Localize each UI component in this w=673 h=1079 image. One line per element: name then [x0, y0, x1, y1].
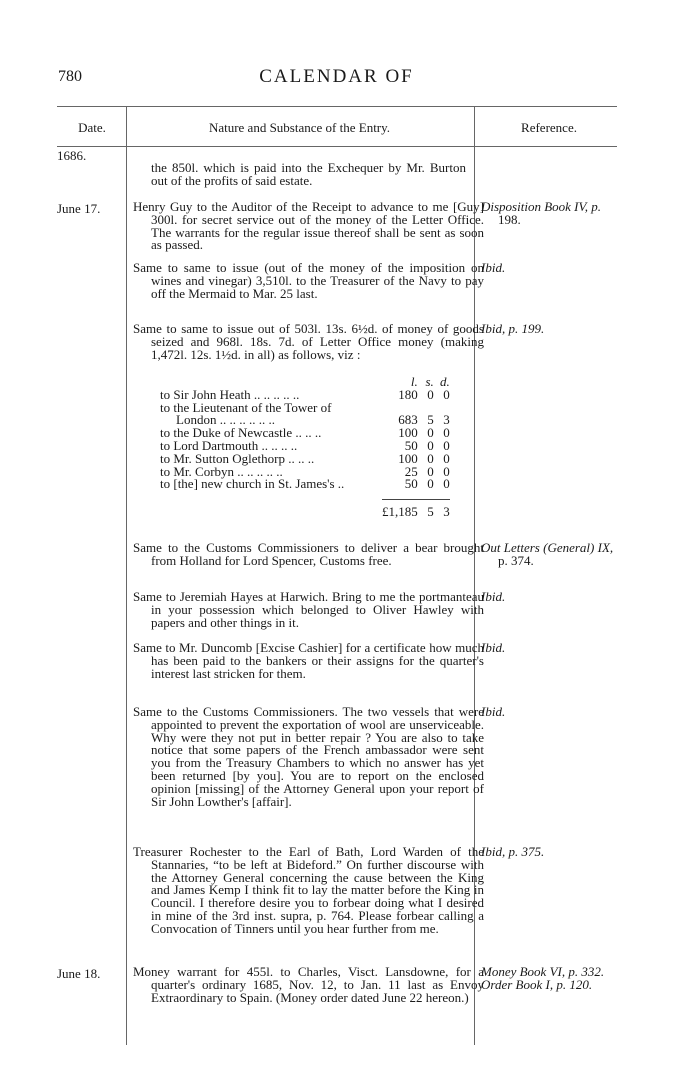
entry-text: Same to same to issue out of 503l. 13s. 6½d. of money of goods seized and 968l. 18s. 7d. of Letter Office money (making 1,472l. 12s. 1½d. in all) as follows, viz :: [133, 321, 484, 362]
page-header: [0, 62, 673, 92]
amount-shillings: 0: [427, 386, 434, 402]
amount-pounds: 100: [398, 450, 418, 466]
column-header-reference: Reference.: [521, 120, 577, 135]
entry-reference: [481, 966, 671, 992]
amount-pounds: 50: [404, 437, 418, 453]
amount-shillings: 5: [427, 412, 434, 428]
entry-text: Same to the Customs Commissioners. The two vessels that were appointed to prevent the exportation of wool are unserviceable. Why were they not put in better repair ? You are also to take notice that some papers of the French ambassador were sent you from the Treasury Chambers to which no answer has yet been returned [by you]. You are to report on the enclosed opinion [missing] of the Attorney General upon your report of Sir John Lowther's [affair].: [133, 704, 484, 809]
entry-reference: Ibid.: [481, 640, 506, 655]
entry-reference: Ibid.: [481, 589, 506, 604]
entry-reference: [481, 201, 671, 227]
amount-pounds: 100: [398, 425, 418, 441]
table-row: [160, 491, 450, 500]
entry-text: Money warrant for 455l. to Charles, Visct. Lansdowne, for a quarter's ordinary 1685, Nov. 12, to Jan. 11 last as Envoy Extraordinary to Spain. (Money order dated June 22 hereon.): [133, 964, 484, 1005]
entry-text: Same to Jeremiah Hayes at Harwich. Bring to me the portmanteau in your possession which belonged to Oliver Hawley with papers and other things in it.: [133, 589, 484, 630]
reference-line: 198.: [498, 211, 521, 227]
payee: to Sir John Heath .. .. .. .. ..: [160, 386, 300, 402]
table-header-rule: [57, 146, 617, 147]
payee: to the Duke of Newcastle .. .. ..: [160, 425, 322, 441]
unit-shillings: s.: [425, 374, 434, 389]
payee: to Lord Dartmouth .. .. .. ..: [160, 437, 298, 453]
amount-shillings: 0: [427, 463, 434, 479]
amount-shillings: 0: [427, 437, 434, 453]
amount-pence: 0: [443, 463, 450, 479]
entry-reference: Ibid, p. 199.: [481, 321, 545, 336]
reference-line: Order Book I, p. 120.: [481, 976, 593, 992]
entry-reference: Ibid.: [481, 704, 506, 719]
amount-pence: 0: [443, 425, 450, 441]
amount-pounds: 180: [398, 386, 418, 402]
table-top-rule: [57, 106, 617, 107]
amount-shillings: 0: [427, 450, 434, 466]
column-header-nature: Nature and Substance of the Entry.: [208, 120, 391, 135]
amount-pence: 0: [443, 450, 450, 466]
amount-shillings: 0: [427, 425, 434, 441]
payments-table: [160, 376, 450, 519]
entry-reference: Ibid, p. 375.: [481, 844, 545, 859]
entry-text: Same to same to issue (out of the money of the imposition on wines and vinegar) 3,510l. to the Treasurer of the Navy to pay off the Mermaid to Mar. 25 last.: [133, 260, 484, 301]
entry-date: June 18.: [57, 966, 101, 981]
amount-pounds: 25: [404, 463, 418, 479]
column-divider-date: [126, 106, 127, 1045]
amount-pence: 0: [443, 386, 450, 402]
payee: to the Lieutenant of the Tower of: [160, 399, 332, 415]
amount-pence: 3: [443, 412, 450, 428]
page-title: CALENDAR OF: [259, 66, 414, 87]
entry-reference: Ibid.: [481, 260, 506, 275]
amount-shillings: 0: [427, 476, 434, 492]
column-header-date: Date.: [78, 120, 106, 135]
payee: to [the] new church in St. James's ..: [160, 476, 345, 492]
reference-line: Out Letters (General) IX,: [481, 540, 614, 555]
amount-pence: 0: [443, 476, 450, 492]
reference-line: Disposition Book IV, p.: [481, 199, 602, 214]
table-row-total: [160, 500, 450, 519]
reference-line: p. 374.: [498, 552, 534, 568]
payee: to Mr. Sutton Oglethorp .. .. ..: [160, 450, 315, 466]
entry-text: Treasurer Rochester to the Earl of Bath, Lord Warden of the Stannaries, “to be left at Bideford.” On further discourse with the Attorney General concerning the cause between the King and James Kemp I think fit to lay the matter before the King in Council. I therefore desire you to forbear doing what I desired in mine of the 3rd inst. supra, p. 764. Please forbear calling a Convocation of Tinners until you hear further from me.: [133, 844, 484, 936]
unit-pence: d.: [440, 374, 450, 389]
entry-text: Same to the Customs Commissioners to deliver a bear brought from Holland for Lord Spencer, Customs free.: [133, 540, 484, 568]
reference-line: Money Book VI, p. 332.: [481, 964, 605, 979]
page-number: 780: [58, 68, 82, 85]
amount-pence: 0: [443, 437, 450, 453]
payee: London .. .. .. .. .. ..: [176, 412, 275, 428]
unit-pounds: l.: [410, 374, 418, 389]
total-pounds: £1,185: [382, 504, 418, 520]
amount-pounds: 50: [404, 476, 418, 492]
entry-date: June 17.: [57, 201, 101, 216]
total-shillings: 5: [427, 504, 434, 520]
table-row: [160, 478, 450, 491]
total-rule: [382, 491, 450, 500]
entry-reference: [481, 542, 671, 568]
amount-pounds: 683: [398, 412, 418, 428]
total-pence: 3: [443, 504, 450, 520]
entry-text: Same to Mr. Duncomb [Excise Cashier] for a certificate how much has been paid to the bankers or their assigns for the quarter's interest last stricken for them.: [133, 640, 484, 681]
payee: to Mr. Corbyn .. .. .. .. ..: [160, 463, 283, 479]
entry-date: 1686.: [57, 148, 87, 163]
entry-text: Henry Guy to the Auditor of the Receipt to advance to me [Guy] 300l. for secret service out of the money of the Letter Office. The warrants for the regular issue thereof shall be sent as soon as passed.: [133, 199, 484, 253]
entry-text: the 850l. which is paid into the Exchequer by Mr. Burton out of the profits of said estate.: [151, 160, 466, 188]
